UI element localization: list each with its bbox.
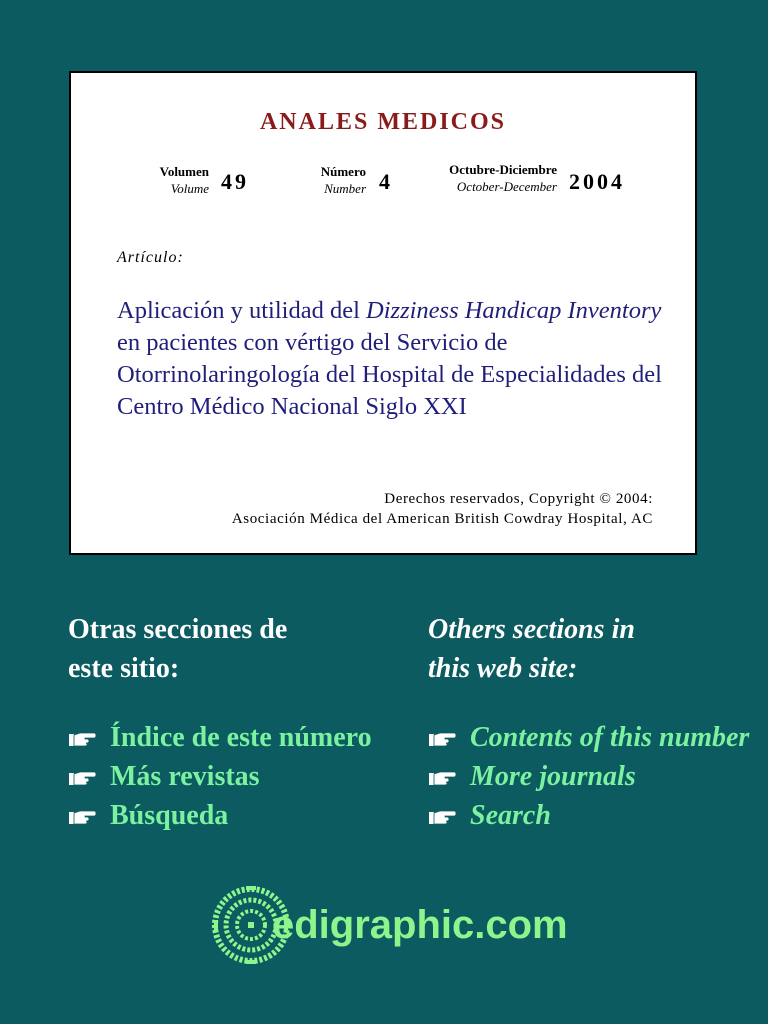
period-label-en: October-December <box>456 179 557 194</box>
link-contents[interactable] <box>428 718 749 757</box>
article-title-part2: en pacientes con vértigo del Servicio de Otorrinolaringología del Hospital de Especialidades del Centro Médico Nacional Siglo XXI <box>117 329 662 420</box>
journal-title: ANALES MEDICOS <box>259 109 507 135</box>
sections-heading-en-line1: Others sections in <box>428 614 635 645</box>
pointing-hand-icon <box>428 806 456 826</box>
sections-heading-en <box>428 610 635 688</box>
link-more-journals-label: More journals <box>470 760 636 792</box>
article-card <box>69 71 697 555</box>
link-busqueda-label: Búsqueda <box>110 799 229 831</box>
link-mas-revistas-label: Más revistas <box>110 760 260 792</box>
pointing-hand-icon <box>68 728 96 748</box>
link-indice-label: Índice de este número <box>110 721 372 753</box>
year-value: 2004 <box>569 169 625 194</box>
volume-label <box>131 163 209 197</box>
period-label <box>421 161 557 195</box>
article-title <box>117 295 687 423</box>
sections-heading-en-line2: this web site: <box>428 653 578 684</box>
link-contents-label: Contents of this number <box>470 721 750 753</box>
link-search[interactable] <box>428 796 749 835</box>
medigraphic-logo[interactable] <box>212 876 568 974</box>
volume-value: 49 <box>221 169 249 194</box>
sections-heading-es <box>68 610 287 688</box>
sections-heading-es-line1: Otras secciones de <box>68 614 288 645</box>
article-title-part1: Aplicación y utilidad del <box>117 297 367 324</box>
copyright-line1: Derechos reservados, Copyright © 2004: <box>384 491 653 507</box>
pointing-hand-icon <box>428 728 456 748</box>
number-label-en: Number <box>324 181 366 196</box>
sections-heading-es-line2: este sitio: <box>68 653 180 684</box>
pointing-hand-icon <box>428 767 456 787</box>
link-search-label: Search <box>470 799 551 831</box>
sections-list-en <box>428 718 749 835</box>
link-indice[interactable] <box>68 718 372 757</box>
period-label-es: Octubre-Diciembre <box>449 162 557 177</box>
medigraphic-logo-text: edigraphic.com <box>272 902 568 947</box>
copyright-line2: Asociación Médica del American British Cowdray Hospital, AC <box>231 511 653 527</box>
link-busqueda[interactable] <box>68 796 372 835</box>
article-title-italic: Dizziness Handicap Inventory <box>366 297 662 324</box>
sections-list-es <box>68 718 372 835</box>
link-mas-revistas[interactable] <box>68 757 372 796</box>
pointing-hand-icon <box>68 767 96 787</box>
number-label <box>291 163 366 197</box>
volume-label-en: Volume <box>170 181 209 196</box>
article-label: Artículo: <box>117 249 184 266</box>
number-label-es: Número <box>320 164 366 179</box>
number-value: 4 <box>379 169 393 194</box>
volume-label-es: Volumen <box>159 164 209 179</box>
pointing-hand-icon <box>68 806 96 826</box>
link-more-journals[interactable] <box>428 757 749 796</box>
copyright-notice <box>232 489 653 529</box>
